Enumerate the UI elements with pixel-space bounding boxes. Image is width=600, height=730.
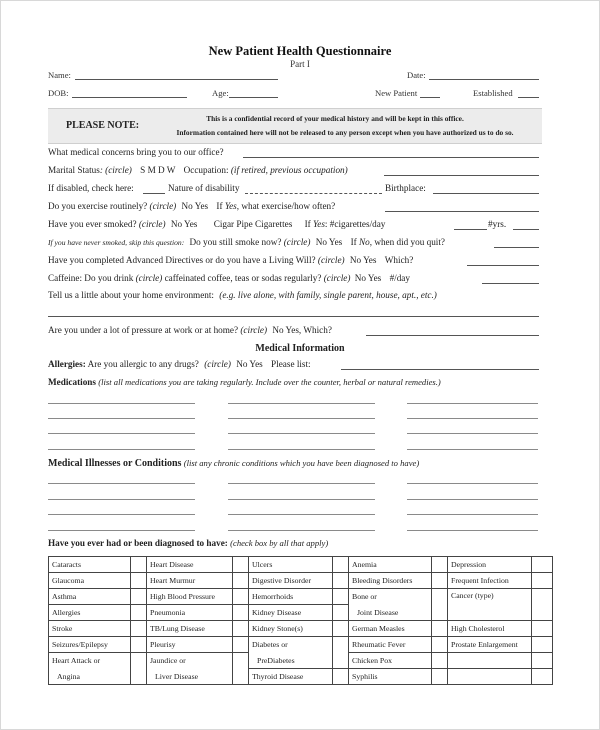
directives-which-label: Which? [384, 255, 414, 265]
caffeine-label: Caffeine: Do you drink [48, 273, 134, 283]
note-label: PLEASE NOTE: [66, 120, 140, 131]
conditions-table [48, 556, 553, 685]
medications-row [48, 377, 441, 387]
condition-checkbox[interactable] [233, 589, 249, 605]
condition-label: Heart Disease [147, 557, 233, 573]
home-field[interactable] [48, 316, 539, 317]
smoked-if: If [304, 219, 311, 229]
condition-checkbox[interactable] [432, 557, 448, 573]
condition-label: Bleeding Disorders [349, 573, 432, 589]
quit-if: If [350, 237, 357, 247]
smoked-years-label: #yrs. [488, 219, 507, 229]
medication-line[interactable] [228, 418, 375, 419]
allergies-question: Are you allergic to any drugs? [87, 359, 199, 369]
medication-line[interactable] [407, 433, 538, 434]
condition-checkbox[interactable] [333, 637, 349, 669]
exercise-followup-label: , what exercise/how often? [236, 201, 336, 211]
condition-label: Heart Murmur [147, 573, 233, 589]
caffeine-hint: (circle) [135, 273, 163, 283]
condition-checkbox[interactable] [233, 637, 249, 653]
concerns-question: What medical concerns bring you to our office? [48, 147, 224, 157]
condition-checkbox[interactable] [432, 637, 448, 653]
condition-label: PreDiabetes [249, 653, 333, 669]
disability-nature-field[interactable] [245, 193, 382, 194]
allergies-list-field[interactable] [341, 369, 539, 370]
form-subtitle: Part I [290, 59, 310, 69]
smoked-years-field[interactable] [513, 229, 539, 230]
pressure-which-field[interactable] [366, 335, 539, 336]
condition-checkbox[interactable] [131, 605, 147, 621]
condition-checkbox[interactable] [432, 573, 448, 589]
illness-line[interactable] [228, 514, 375, 515]
illness-line[interactable] [228, 499, 375, 500]
quit-no: No [358, 237, 370, 247]
directives-hint: (circle) [317, 255, 345, 265]
directives-label: Have you completed Advanced Directives or do you have a Living Will? [48, 255, 316, 265]
condition-label: German Measles [349, 621, 432, 637]
condition-label: Joint Disease [349, 605, 432, 621]
caffeine-items[interactable]: caffeinated coffee, teas or sodas regularly? [164, 273, 322, 283]
table-row [49, 621, 553, 637]
condition-label: Heart Attack or [49, 653, 131, 669]
condition-label: Cataracts [49, 557, 131, 573]
form-title: New Patient Health Questionnaire [208, 44, 392, 58]
illness-line[interactable] [228, 483, 375, 484]
medication-line[interactable] [228, 433, 375, 434]
condition-checkbox[interactable] [532, 621, 553, 637]
occupation-hint: (if retired, previous occupation) [230, 165, 348, 175]
table-row [49, 589, 553, 605]
condition-checkbox[interactable] [532, 669, 553, 685]
established-field[interactable] [518, 97, 539, 98]
still-smoke-row [48, 237, 445, 247]
condition-checkbox[interactable] [131, 653, 147, 685]
directives-which-field[interactable] [467, 265, 539, 266]
medication-line[interactable] [407, 449, 538, 450]
condition-checkbox[interactable] [432, 589, 448, 621]
illnesses-hint: (list any chronic conditions which you have been diagnosed to have) [183, 458, 420, 468]
condition-label: Prostate Enlargement [448, 637, 532, 653]
occupation-label: Occupation: [183, 165, 229, 175]
condition-label: Seizures/Epilepsy [49, 637, 131, 653]
exercise-label: Do you exercise routinely? [48, 201, 148, 211]
condition-checkbox[interactable] [333, 589, 349, 605]
quit-date-field[interactable] [494, 247, 539, 248]
note-line-1: This is a confidential record of your medical history and will be kept in this office. [206, 114, 464, 123]
medication-line[interactable] [407, 418, 538, 419]
illness-line[interactable] [48, 514, 195, 515]
exercise-options[interactable]: No Yes [181, 201, 209, 211]
condition-checkbox[interactable] [233, 621, 249, 637]
table-row [49, 637, 553, 653]
condition-label: Stroke [49, 621, 131, 637]
condition-label: Diabetes or [249, 637, 333, 653]
illness-line[interactable] [228, 530, 375, 531]
condition-checkbox[interactable] [532, 557, 553, 573]
name-field[interactable] [75, 79, 278, 80]
condition-checkbox[interactable] [432, 669, 448, 685]
allergies-list-label: Please list: [271, 359, 311, 369]
allergies-row [48, 359, 311, 369]
marital-hint: : (circle) [99, 165, 132, 175]
illness-line[interactable] [48, 483, 195, 484]
condition-label: Liver Disease [147, 669, 233, 685]
diagnosed-row [48, 538, 328, 548]
disabled-check-field[interactable] [143, 193, 165, 194]
illness-line[interactable] [407, 483, 538, 484]
medication-line[interactable] [48, 449, 195, 450]
condition-label: Bone or [349, 589, 432, 605]
condition-label: Asthma [49, 589, 131, 605]
condition-label: Frequent Infection [448, 573, 532, 589]
pressure-hint: (circle) [240, 325, 268, 335]
exercise-row [48, 201, 335, 211]
smoked-perday-label: : #cigarettes/day [324, 219, 386, 229]
dob-label: DOB: [48, 88, 69, 98]
condition-checkbox[interactable] [131, 557, 147, 573]
condition-checkbox[interactable] [432, 621, 448, 637]
condition-label: Pneumonia [147, 605, 233, 621]
directives-options[interactable]: No Yes [349, 255, 377, 265]
condition-checkbox[interactable] [233, 653, 249, 685]
condition-label: High Blood Pressure [147, 589, 233, 605]
illness-line[interactable] [48, 530, 195, 531]
condition-label: Anemia [349, 557, 432, 573]
table-row [49, 653, 553, 669]
allergies-options[interactable]: No Yes [236, 359, 263, 369]
allergies-hint: (circle) [204, 359, 231, 369]
condition-label: Allergies [49, 605, 131, 621]
condition-label: Jaundice or [147, 653, 233, 669]
still-smoke-options[interactable]: No Yes [315, 237, 343, 247]
condition-label: Chicken Pox [349, 653, 432, 669]
directives-row [48, 255, 413, 265]
date-label: Date: [407, 70, 426, 80]
condition-checkbox[interactable] [233, 605, 249, 621]
age-label: Age: [212, 88, 229, 98]
condition-label: Hemorrhoids [249, 589, 333, 605]
condition-label: Glaucoma [49, 573, 131, 589]
cigarettes-per-day-field[interactable] [454, 229, 487, 230]
new-patient-label: New Patient [375, 88, 418, 98]
date-field[interactable] [429, 79, 539, 80]
condition-checkbox[interactable] [333, 669, 349, 685]
confidentiality-note [48, 108, 542, 144]
marital-options[interactable]: S M D W [140, 165, 176, 175]
condition-label: Ulcers [249, 557, 333, 573]
allergies-label: Allergies: [48, 359, 86, 369]
smoked-hint: (circle) [138, 219, 166, 229]
condition-checkbox[interactable] [333, 573, 349, 589]
medication-line[interactable] [48, 433, 195, 434]
medication-line[interactable] [48, 403, 195, 404]
medication-line[interactable] [407, 403, 538, 404]
condition-label: Kidney Stone(s) [249, 621, 333, 637]
condition-label: Rheumatic Fever [349, 637, 432, 653]
occupation-field[interactable] [384, 175, 539, 176]
caffeine-row [48, 273, 410, 283]
table-row [49, 557, 553, 573]
illness-line[interactable] [407, 530, 538, 531]
exercise-hint: (circle) [149, 201, 177, 211]
condition-checkbox[interactable] [532, 573, 553, 589]
medical-info-heading: Medical Information [255, 343, 345, 354]
established-label: Established [473, 88, 513, 98]
illnesses-label: Medical Illnesses or Conditions [48, 458, 182, 469]
exercise-field[interactable] [385, 211, 539, 212]
pressure-row [48, 325, 332, 335]
condition-checkbox[interactable] [333, 557, 349, 573]
caffeine-options[interactable]: No Yes [354, 273, 382, 283]
illness-line[interactable] [407, 514, 538, 515]
condition-label: Depression [448, 557, 532, 573]
still-smoke-hint: (circle) [283, 237, 311, 247]
name-label: Name: [48, 70, 71, 80]
never-smoked-hint: If you have never smoked, skip this question: [48, 238, 185, 247]
pressure-label: Are you under a lot of pressure at work or at home? [48, 325, 239, 335]
condition-label: TB/Lung Disease [147, 621, 233, 637]
condition-checkbox[interactable] [532, 589, 553, 621]
age-field[interactable] [229, 97, 278, 98]
condition-checkbox[interactable] [131, 573, 147, 589]
caffeine-perday-label: #/day [389, 273, 410, 283]
caffeine-hint-2: (circle) [323, 273, 351, 283]
note-line-2: Information contained here will not be released to any person except when you have authorized us to do so. [176, 128, 514, 137]
condition-checkbox[interactable] [532, 637, 553, 653]
condition-checkbox[interactable] [333, 621, 349, 637]
condition-label: High Cholesterol [448, 621, 532, 637]
exercise-if: If [216, 201, 223, 211]
condition-checkbox[interactable] [131, 637, 147, 653]
condition-label: Cancer (type) [448, 589, 532, 621]
table-row [49, 669, 553, 685]
medication-line[interactable] [228, 449, 375, 450]
pressure-options[interactable]: No Yes, Which? [272, 325, 332, 335]
disabled-label: If disabled, check here: [48, 183, 134, 193]
condition-checkbox[interactable] [131, 589, 147, 605]
medication-line[interactable] [48, 418, 195, 419]
birthplace-label: Birthplace: [385, 183, 426, 193]
home-row [48, 290, 437, 300]
condition-checkbox[interactable] [333, 605, 349, 621]
diagnosed-label: Have you ever had or been diagnosed to have: [48, 538, 228, 548]
condition-label: Pleurisy [147, 637, 233, 653]
condition-checkbox[interactable] [131, 621, 147, 637]
condition-checkbox[interactable] [233, 573, 249, 589]
marital-label: Marital Status [48, 165, 100, 175]
quit-label: , when did you quit? [369, 237, 445, 247]
home-hint: (e.g. live alone, with family, single parent, house, apt., etc.) [219, 290, 437, 300]
diagnosed-hint: (check box by all that apply) [230, 538, 329, 548]
home-label: Tell us a little about your home environment: [48, 290, 214, 300]
exercise-yes: Yes [224, 201, 237, 211]
smoked-yes: Yes [313, 219, 325, 229]
concerns-field[interactable] [243, 157, 539, 158]
condition-label: Kidney Disease [249, 605, 333, 621]
new-patient-field[interactable] [420, 97, 440, 98]
condition-checkbox[interactable] [432, 653, 448, 669]
disability-nature-label: Nature of disability [168, 183, 240, 193]
condition-label [448, 669, 532, 685]
smoked-label: Have you ever smoked? [48, 219, 137, 229]
condition-label: Syphilis [349, 669, 432, 685]
medications-label: Medications [48, 377, 96, 387]
condition-label [448, 653, 532, 669]
condition-label: Angina [49, 669, 131, 685]
smoked-row [48, 219, 385, 229]
dob-field[interactable] [72, 97, 187, 98]
still-smoke-label: Do you still smoke now? [189, 237, 282, 247]
medications-hint: (list all medications you are taking regularly. Include over the counter, herbal or natural remedies.) [98, 377, 441, 387]
birthplace-field[interactable] [433, 193, 539, 194]
smoked-types[interactable]: Cigar Pipe Cigarettes [213, 219, 293, 229]
condition-checkbox[interactable] [532, 653, 553, 669]
condition-label: Thyroid Disease [249, 669, 333, 685]
table-row [49, 573, 553, 589]
condition-checkbox[interactable] [233, 557, 249, 573]
condition-label: Digestive Disorder [249, 573, 333, 589]
illness-line[interactable] [48, 499, 195, 500]
caffeine-perday-field[interactable] [482, 283, 539, 284]
marital-row [48, 165, 348, 175]
illness-line[interactable] [407, 499, 538, 500]
medication-line[interactable] [228, 403, 375, 404]
illnesses-row [48, 458, 419, 469]
smoked-options[interactable]: No Yes [170, 219, 198, 229]
